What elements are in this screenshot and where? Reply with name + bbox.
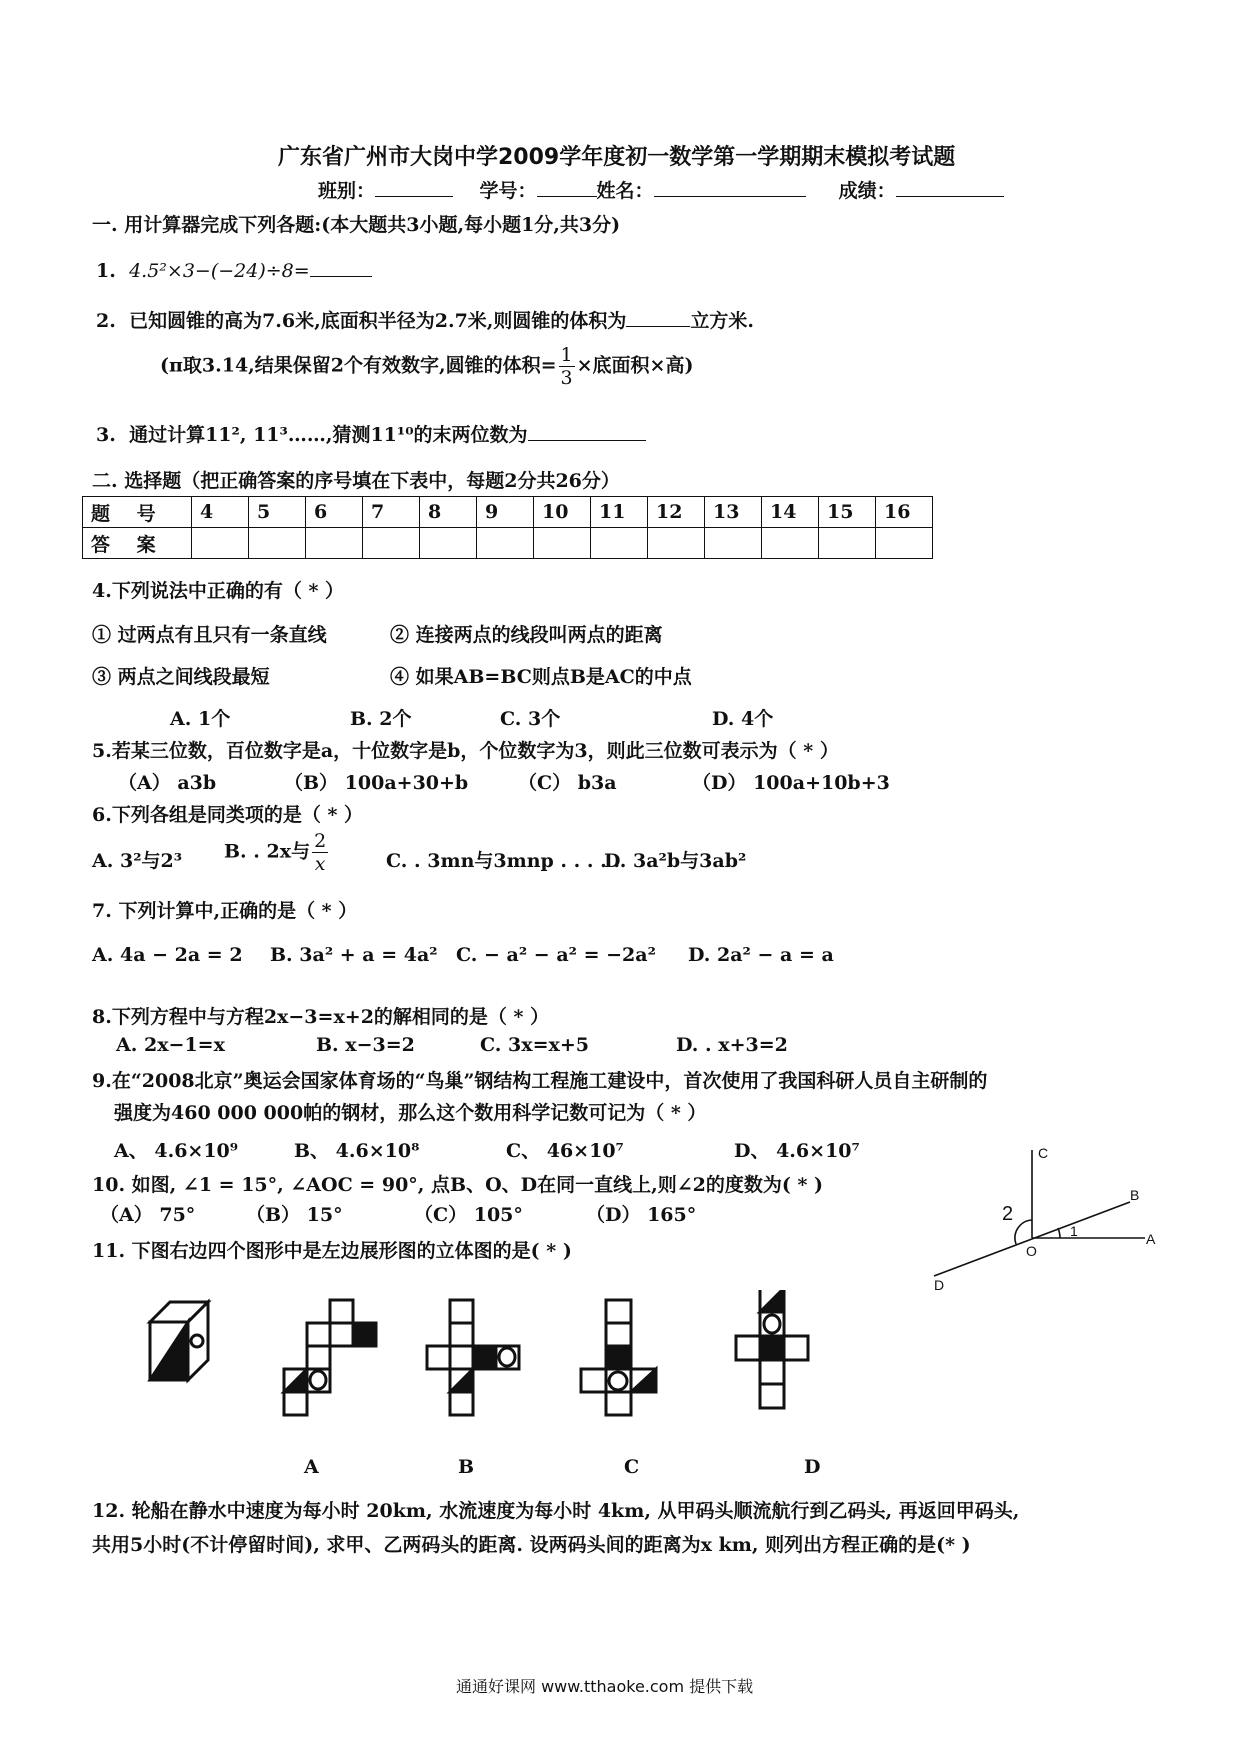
angle-figure	[920, 1140, 1170, 1290]
q2-unit: 立方米.	[690, 310, 755, 332]
answer-cell[interactable]	[249, 528, 306, 559]
student-info-row	[318, 176, 1004, 203]
q4-choice-d: D. 4个	[712, 708, 774, 730]
q8-choice-c: C. 3x=x+5	[480, 1034, 589, 1056]
page-footer: 通通好课网 www.tthaoke.com 提供下载	[456, 1677, 754, 1696]
q9-choice-c: C、 46×10⁷	[506, 1140, 624, 1162]
section1-heading: 一. 用计算器完成下列各题:(本大题共3小题,每小题1分,共3分)	[92, 214, 621, 236]
answer-cell[interactable]	[819, 528, 876, 559]
q2-fraction-denominator: 3	[560, 367, 573, 389]
q5-choice-b: （B） 100a+30+b	[284, 772, 469, 794]
q7-choice-b: B. 3a² + a = 4a²	[270, 944, 438, 966]
q3-number: 3.	[96, 424, 116, 446]
q6-fraction	[312, 830, 328, 875]
label-b: B	[1130, 1187, 1140, 1203]
question-1	[96, 258, 372, 282]
answer-table-answer-row	[83, 528, 933, 559]
cube-figure	[150, 1302, 208, 1380]
q2-blank	[626, 308, 690, 327]
number-label: 学号：	[479, 180, 537, 202]
section2-heading: 二. 选择题（把正确答案的序号填在下表中，每题2分共26分）	[92, 470, 620, 492]
q4-option-2: ② 连接两点的线段叫两点的距离	[390, 624, 663, 646]
answer-table-header-row	[83, 497, 933, 528]
label-a: A	[1146, 1231, 1156, 1247]
q1-number: 1.	[96, 260, 116, 282]
score-label: 成绩：	[838, 180, 896, 202]
q6-choice-b	[224, 830, 330, 875]
q4-choice-c: C. 3个	[500, 708, 561, 730]
q6-fraction-denominator: x	[314, 853, 326, 875]
q2-number: 2.	[96, 310, 116, 332]
net-d	[736, 1290, 808, 1408]
q12-stem-line1: 12. 轮船在静水中速度为每小时 20km, 水流速度为每小时 4km, 从甲码头顺流航行到乙码头, 再返回甲码头,	[92, 1500, 1020, 1522]
q9-stem-line2: 强度为460 000 000帕的钢材，那么这个数用科学记数可记为（ * ）	[114, 1102, 707, 1124]
label-angle-1: 1	[1070, 1223, 1078, 1239]
label-o: O	[1026, 1243, 1037, 1259]
q4-choice-b: B. 2个	[350, 708, 412, 730]
q11-stem: 11. 下图右边四个图形中是左边展形图的立体图的是( * )	[92, 1240, 572, 1262]
table-cell-number: 9	[477, 497, 534, 528]
table-cell-number: 10	[534, 497, 591, 528]
q1-blank	[310, 258, 372, 277]
answer-cell[interactable]	[705, 528, 762, 559]
q7-choice-c: C. − a² − a² = −2a²	[456, 944, 656, 966]
table-cell-number: 16	[876, 497, 933, 528]
question-3	[96, 420, 646, 447]
q2-note-text: (π取3.14,结果保留2个有效数字,圆锥的体积=	[160, 354, 557, 377]
answer-cell[interactable]	[591, 528, 648, 559]
q10-choice-d: （D） 165°	[586, 1204, 697, 1226]
answer-cell[interactable]	[363, 528, 420, 559]
q10-stem: 10. 如图, ∠1 = 15°, ∠AOC = 90°, 点B、O、D在同一直线上,则∠2的度数为( * )	[92, 1174, 823, 1196]
q9-choice-a: A、 4.6×10⁹	[114, 1140, 239, 1162]
table-cell-number: 6	[306, 497, 363, 528]
class-blank	[375, 178, 453, 197]
table-cell-number: 8	[420, 497, 477, 528]
table-cell-number: 12	[648, 497, 705, 528]
q6-stem: 6.下列各组是同类项的是（ * ）	[92, 804, 364, 826]
label-c: C	[1038, 1145, 1049, 1161]
name-blank	[654, 178, 806, 197]
q11-label-a: A	[304, 1456, 319, 1478]
answer-cell[interactable]	[876, 528, 933, 559]
q9-stem-line1: 9.在“2008北京”奥运会国家体育场的“鸟巢”钢结构工程施工建设中，首次使用了我国科研人员自主研制的	[92, 1070, 988, 1092]
table-cell-number: 7	[363, 497, 420, 528]
number-blank	[537, 178, 597, 197]
table-cell-number: 13	[705, 497, 762, 528]
answer-cell[interactable]	[534, 528, 591, 559]
q10-choice-a: （A） 75°	[100, 1204, 196, 1226]
score-blank	[896, 178, 1004, 197]
table-row-label: 答 案	[83, 528, 192, 559]
q1-expression: 4.5²×3−(−24)÷8=	[129, 260, 310, 282]
q6-choice-b-text: B. . 2x与	[224, 840, 311, 863]
table-cell-number: 11	[591, 497, 648, 528]
q2-fraction	[559, 344, 575, 389]
q4-choice-a: A. 1个	[170, 708, 231, 730]
q2-note-tail: ×底面积×高)	[576, 354, 694, 377]
question-2	[96, 306, 754, 333]
answer-cell[interactable]	[477, 528, 534, 559]
answer-table	[82, 496, 933, 559]
q6-fraction-numerator: 2	[314, 830, 327, 852]
q4-stem: 4.下列说法中正确的有（ * ）	[92, 580, 345, 602]
label-d: D	[934, 1277, 945, 1290]
q11-figures	[140, 1290, 990, 1440]
q5-choice-d: （D） 100a+10b+3	[692, 772, 890, 794]
q8-choice-a: A. 2x−1=x	[116, 1034, 225, 1056]
q6-choice-a: A. 3²与2³	[92, 850, 183, 872]
net-a	[284, 1300, 376, 1415]
label-angle-2: 2	[1002, 1203, 1014, 1225]
q4-option-4: ④ 如果AB=BC则点B是AC的中点	[390, 666, 692, 688]
table-cell-number: 5	[249, 497, 306, 528]
q5-choice-a: （A） a3b	[118, 772, 217, 794]
q5-choice-c: （C） b3a	[518, 772, 617, 794]
answer-cell[interactable]	[306, 528, 363, 559]
q10-choice-c: （C） 105°	[414, 1204, 523, 1226]
q4-option-3: ③ 两点之间线段最短	[92, 666, 270, 688]
answer-cell[interactable]	[192, 528, 249, 559]
answer-cell[interactable]	[762, 528, 819, 559]
answer-cell[interactable]	[648, 528, 705, 559]
q7-stem: 7. 下列计算中,正确的是（ * ）	[92, 900, 358, 922]
q11-label-c: C	[624, 1456, 640, 1478]
q8-stem: 8.下列方程中与方程2x−3=x+2的解相同的是（ * ）	[92, 1006, 550, 1028]
page-title: 广东省广州市大岗中学2009学年度初一数学第一学期期末模拟考试题	[278, 145, 956, 170]
q9-choice-b: B、 4.6×10⁸	[294, 1140, 420, 1162]
q2-fraction-numerator: 1	[560, 344, 573, 366]
q4-option-1: ① 过两点有且只有一条直线	[92, 624, 327, 646]
answer-cell[interactable]	[420, 528, 477, 559]
q2-text: 已知圆锥的高为7.6米,底面积半径为2.7米,则圆锥的体积为	[129, 310, 627, 332]
q7-choice-a: A. 4a − 2a = 2	[92, 944, 243, 966]
q3-blank	[528, 422, 646, 441]
name-label: 姓名：	[596, 180, 654, 202]
q6-choice-d: D. 3a²b与3ab²	[604, 850, 747, 872]
angle-1-arc	[1058, 1228, 1060, 1238]
net-b	[427, 1300, 519, 1415]
q5-stem: 5.若某三位数，百位数字是a，十位数字是b，个位数字为3，则此三位数可表示为（ * ）	[92, 740, 839, 762]
net-c	[581, 1300, 656, 1415]
q10-choice-b: （B） 15°	[246, 1204, 343, 1226]
q8-choice-b: B. x−3=2	[316, 1034, 415, 1056]
q11-label-b: B	[458, 1456, 475, 1478]
q7-choice-d: D. 2a² − a = a	[688, 944, 834, 966]
class-label: 班别：	[318, 180, 376, 202]
table-cell-number: 4	[192, 497, 249, 528]
table-cell-number: 14	[762, 497, 819, 528]
q6-choice-c: C. . 3mn与3mnp . . . . .	[386, 850, 620, 872]
q3-text: 通过计算11², 11³……,猜测11¹⁰的末两位数为	[129, 424, 528, 446]
table-row-label: 题 号	[83, 497, 192, 528]
q9-choice-d: D、 4.6×10⁷	[734, 1140, 860, 1162]
question-2-note	[160, 344, 693, 389]
q12-stem-line2: 共用5小时(不计停留时间), 求甲、乙两码头的距离. 设两码头间的距离为x km, 则列出方程正确的是(* )	[92, 1534, 971, 1556]
q8-choice-d: D. . x+3=2	[676, 1034, 788, 1056]
table-cell-number: 15	[819, 497, 876, 528]
q11-label-d: D	[804, 1456, 821, 1478]
